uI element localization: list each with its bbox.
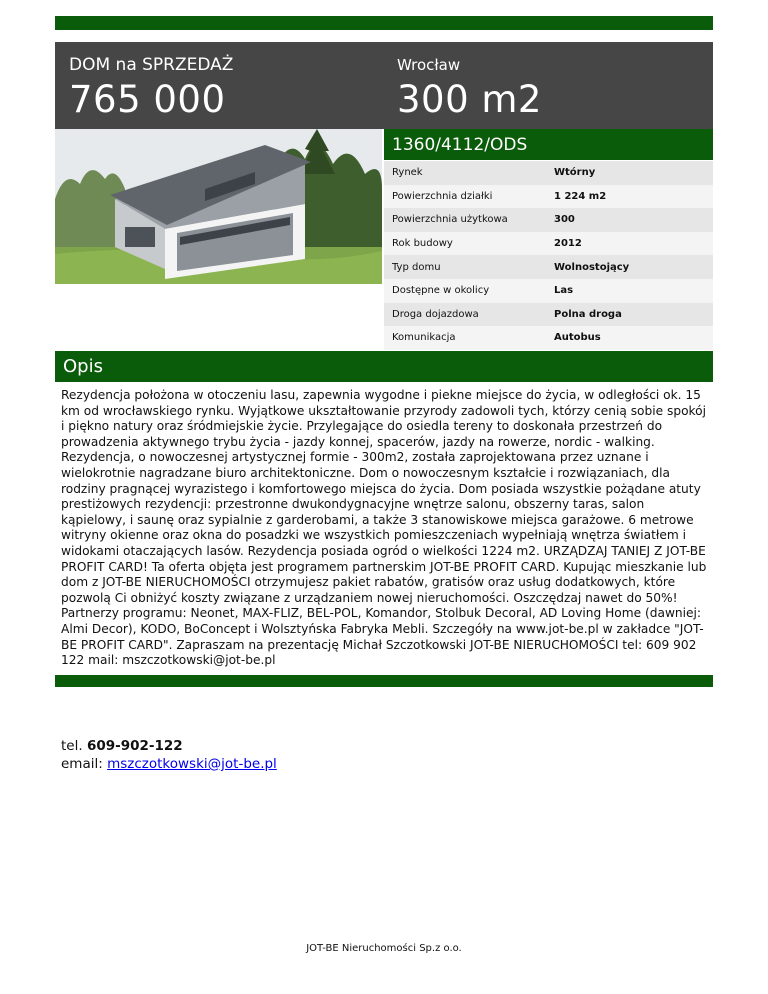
param-row: [384, 161, 713, 185]
footer-company: JOT-BE Nieruchomości Sp.z o.o.: [306, 943, 462, 954]
description-header: [55, 351, 713, 382]
param-label: Rynek: [392, 167, 423, 179]
reference-number: 1360/4112/ODS: [392, 135, 528, 155]
description-title: Opis: [63, 356, 103, 377]
param-value: Wtórny: [554, 167, 596, 179]
listing-header: [55, 42, 713, 129]
listing-type: DOM na SPRZEDAŻ: [69, 55, 234, 75]
location-block: [397, 54, 542, 122]
top-accent-bar: [55, 16, 713, 30]
param-value: 2012: [554, 238, 582, 250]
city: Wrocław: [397, 56, 461, 74]
param-value: Las: [554, 285, 574, 297]
param-row: [384, 303, 713, 327]
reference-bar: [384, 129, 713, 160]
description-text: Rezydencja położona w otoczeniu lasu, zapewnia wygodne i piekne miejsce do życia, w odległości ok. 15 km od wrocławskiego rynku. Wyjątkowe ukształtowanie przyrody zadowoli tych, którzy cenią sobie spokój i piękno natury oraz śródmiejskie życie. Przylegające do osiedla tereny to doskonała przestrzeń do prowadzenia aktywnego trybu życia - jazdy konnej, spacerów, jazdy na rowerze, nordic - walking. Rezydencja, o nowoczesnej artystycznej formie - 300m2, została zaprojektowana przez uznane i wielokrotnie nagradzane biuro architektoniczne. Dom o nowoczesnym kształcie i rozwiązaniach, dla rodziny pragnącej wyrazistego i komfortowego miejsca do życia. Dom posiada wszystkie pożądane atuty prestiżowych rezydencji: przestronne dwukondygnacyjne wnętrze salonu, obszerny taras, salon kąpielowy, i saunę oraz sypialnie z garderobami, a także 3 stanowiskowe miejsca garażowe. 6 metrowe witryny okienne oraz okna do posadzki we wszystkich pomieszczeniach wypełniają wnętrza światłem i widokami otaczających lasów. Rezydencja posiada ogród o wielkości 1224 m2. URZĄDZAJ TANIEJ Z JOT-BE PROFIT CARD! Ta oferta objęta jest programem partnerskim JOT-BE PROFIT CARD. Kupując mieszkanie lub dom z JOT-BE NIERUCHOMOŚCI otrzymujesz pakiet rabatów, gratisów oraz usług dodatkowych, które pozwolą Ci obniżyć koszty związane z urządzaniem nowej nieruchomości. Oszczędzaj nawet do 50%! Partnerzy programu: Neonet, MAX-FLIZ, BEL-POL, Komandor, Stolbuk Decoral, AD Loving Home (dawniej: Almi Decor), KODO, BoConcept i Wolsztyńska Fabryka Mebli. Szczegóły na www.jot-be.pl w zakładce "JOT-BE PROFIT CARD". Zapraszam na prezentację Michał Szczotkowski JOT-BE NIERUCHOMOŚCI tel: 609 902 122 mail: mszczotkowski@jot-be.pl: [61, 388, 707, 668]
contact-block: [61, 737, 277, 773]
param-row: [384, 185, 713, 209]
param-label: Rok budowy: [392, 238, 453, 250]
phone-number: 609-902-122: [86, 738, 183, 754]
param-value: 300: [554, 214, 575, 226]
param-value: 1 224 m2: [554, 190, 607, 202]
property-photo: [55, 129, 382, 284]
param-row: [384, 232, 713, 256]
phone-label: tel.: [61, 738, 83, 754]
email-link[interactable]: mszczotkowski@jot-be.pl: [107, 756, 277, 772]
email-label: email:: [61, 756, 103, 772]
param-label: Droga dojazdowa: [392, 308, 479, 320]
param-label: Powierzchnia użytkowa: [392, 214, 508, 226]
param-label: Typ domu: [392, 261, 441, 273]
contact-phone-line: [61, 737, 277, 755]
contact-email-line: [61, 755, 277, 773]
param-value: Wolnostojący: [554, 261, 630, 273]
bottom-accent-bar: [55, 675, 713, 687]
param-value: Polna droga: [554, 308, 622, 320]
params-table: [384, 161, 713, 350]
param-row: [384, 208, 713, 232]
param-row: [384, 326, 713, 350]
param-row: [384, 279, 713, 303]
param-label: Dostępne w okolicy: [392, 285, 490, 297]
param-row: [384, 255, 713, 279]
param-value: Autobus: [554, 332, 601, 344]
area: 300 m2: [397, 78, 542, 121]
param-label: Komunikacja: [392, 332, 456, 344]
price-block: [69, 54, 233, 122]
price: 765 000: [69, 78, 226, 121]
param-label: Powierzchnia działki: [392, 190, 493, 202]
